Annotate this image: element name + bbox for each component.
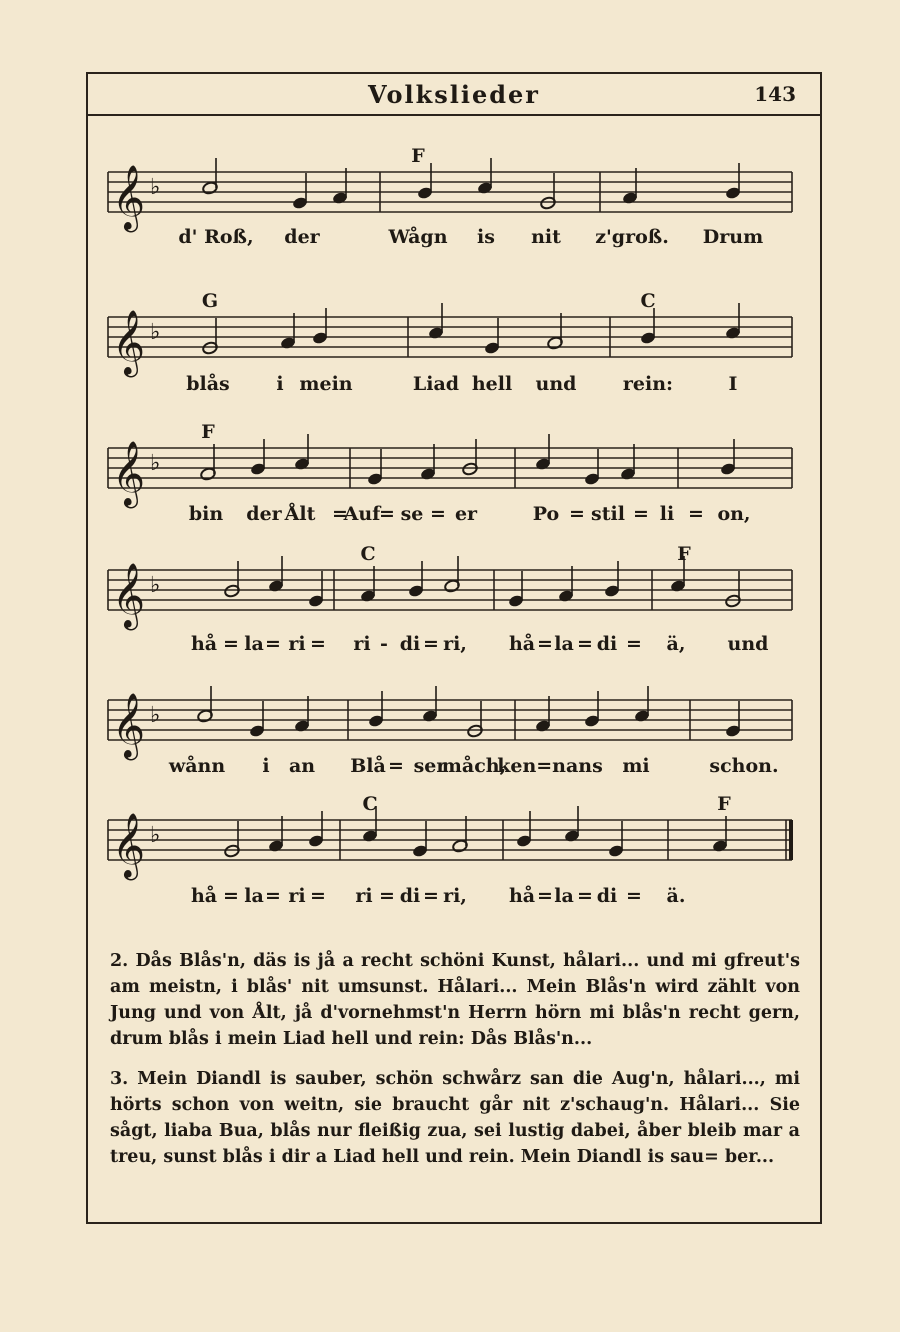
treble-clef-icon: 𝄞 [112, 813, 146, 878]
lyric-syllable: nit [531, 226, 561, 248]
verse-2: 2. Dås Blås'n, däs is jå a recht schöni Kunst, hålari... und mi gfreut's am meistn, i blås' nit umsunst. Hålari... Mein Blås'n wird zählt von Jung und von Ålt, jå d'vornehmst'n Herrn hörn mi blås'n recht gern, drum blås i mein Liad hell und rein: Dås Blås'n... [110, 951, 800, 1049]
lyric-syllable: hå [190, 633, 218, 655]
lyric-syllable: der [246, 503, 282, 525]
lyric-syllable: z'groß. [595, 226, 669, 248]
lyric-syllable: = [223, 885, 239, 907]
flat-key-signature-icon: ♭ [150, 451, 161, 476]
lyric-syllable: ri, [443, 633, 467, 655]
lyric-syllable: er [454, 503, 478, 525]
lyric-syllable: stil [591, 503, 625, 525]
treble-clef-icon: 𝄞 [112, 693, 146, 758]
flat-key-signature-icon: ♭ [150, 573, 161, 598]
lyric-syllable: hå [190, 885, 218, 907]
lyric-syllable: = [577, 633, 593, 655]
lyric-syllable: - [380, 633, 388, 655]
chord-symbol: F [411, 145, 425, 167]
lyric-syllable: = [310, 633, 326, 655]
lyric-syllable: ri [288, 633, 306, 655]
lyric-syllable: la [244, 633, 264, 655]
lyric-syllable: = [265, 885, 281, 907]
lyric-syllable: di [596, 633, 618, 655]
lyric-syllable: ä. [666, 885, 686, 907]
lyric-syllable: wånn [168, 755, 226, 777]
lyric-syllable: Auf [343, 503, 381, 525]
chord-symbol: C [360, 543, 376, 565]
lyric-syllable: i [262, 755, 270, 777]
lyric-syllable: Wågn [388, 226, 448, 248]
lyric-syllable: mein [299, 373, 353, 395]
chord-symbol: F [717, 793, 731, 815]
lyric-syllable: li [659, 503, 675, 525]
lyric-syllable: = [688, 503, 704, 525]
lyric-syllable: måch, [441, 755, 507, 777]
lyric-syllable: = [577, 885, 593, 907]
flat-key-signature-icon: ♭ [150, 175, 161, 200]
lyric-syllable: und [727, 633, 769, 655]
lyric-syllable: di [399, 885, 421, 907]
lyric-syllable: la [554, 633, 574, 655]
lyric-syllable: der [284, 226, 320, 248]
chord-symbol: F [677, 543, 691, 565]
lyric-syllable: ri, [443, 885, 467, 907]
page-title: Volkslieder [368, 80, 540, 109]
lyric-syllable: se [400, 503, 424, 525]
lyric-syllable: = [265, 633, 281, 655]
flat-key-signature-icon: ♭ [150, 320, 161, 345]
lyric-syllable: = [379, 503, 395, 525]
lyric-syllable: = [430, 503, 446, 525]
lyric-syllable: rein: [622, 373, 674, 395]
lyric-syllable: = [633, 503, 649, 525]
lyric-syllable: hå [508, 633, 536, 655]
lyric-syllable: = [423, 633, 439, 655]
lyric-syllable: Po [532, 503, 560, 525]
lyric-syllable: ri [353, 633, 371, 655]
lyric-syllable: bin [188, 503, 224, 525]
lyric-syllable: la [554, 885, 574, 907]
lyric-syllable: i [276, 373, 284, 395]
lyric-syllable: = [569, 503, 585, 525]
lyric-syllable: on, [717, 503, 751, 525]
lyric-syllable: und [535, 373, 577, 395]
lyric-syllable: ri [355, 885, 373, 907]
lyric-syllable: di [596, 885, 618, 907]
lyric-syllable: ri [288, 885, 306, 907]
lyric-syllable: an [288, 755, 316, 777]
chord-symbol: F [201, 421, 215, 443]
lyric-syllable: ken=nans [497, 755, 603, 777]
lyric-syllable: ser [413, 755, 447, 777]
page-number: 143 [754, 82, 796, 106]
lyric-syllable: Drum [702, 226, 764, 248]
lyric-syllable: = [626, 885, 642, 907]
flat-key-signature-icon: ♭ [150, 703, 161, 728]
lyric-syllable: d' Roß, [178, 226, 254, 248]
lyric-syllable: di [399, 633, 421, 655]
lyric-syllable: I [728, 373, 738, 395]
treble-clef-icon: 𝄞 [112, 310, 146, 375]
lyric-syllable: blås [186, 373, 230, 395]
lyric-syllable: Blå [350, 755, 386, 777]
lyric-syllable: = [310, 885, 326, 907]
treble-clef-icon: 𝄞 [112, 563, 146, 628]
lyric-syllable: = [223, 633, 239, 655]
chord-symbol: C [640, 290, 656, 312]
lyric-syllable: schon. [709, 755, 779, 777]
lyric-syllable: = [626, 633, 642, 655]
lyric-syllable: ä, [666, 633, 686, 655]
lyric-syllable: Liad [412, 373, 460, 395]
lyric-syllable: mi [622, 755, 650, 777]
lyric-syllable: hå [508, 885, 536, 907]
lyric-syllable: = [537, 633, 553, 655]
lyric-syllable: = [332, 503, 348, 525]
lyric-syllable: = [537, 885, 553, 907]
lyric-syllable: = [388, 755, 404, 777]
final-bar-thick [789, 820, 793, 860]
chord-symbol: G [201, 290, 219, 312]
flat-key-signature-icon: ♭ [150, 823, 161, 848]
lyric-syllable: Ålt [284, 503, 316, 525]
lyric-syllable: la [244, 885, 264, 907]
lyric-syllable: = [379, 885, 395, 907]
verse-3: 3. Mein Diandl is sauber, schön schwårz san die Aug'n, hålari..., mi hörts schon von weitn, sie braucht går nit z'schaug'n. Hålari... Sie sågt, liaba Bua, blås nur fleißig zua, sei lustig dabei, åber bleib mar a treu, sunst blås i dir a Liad hell und rein. Mein Diandl is sau= ber... [110, 1069, 800, 1167]
chord-symbol: C [362, 793, 378, 815]
lyric-syllable: = [423, 885, 439, 907]
treble-clef-icon: 𝄞 [112, 165, 146, 230]
lyric-syllable: hell [471, 373, 513, 395]
treble-clef-icon: 𝄞 [112, 441, 146, 506]
lyric-syllable: is [477, 226, 495, 248]
